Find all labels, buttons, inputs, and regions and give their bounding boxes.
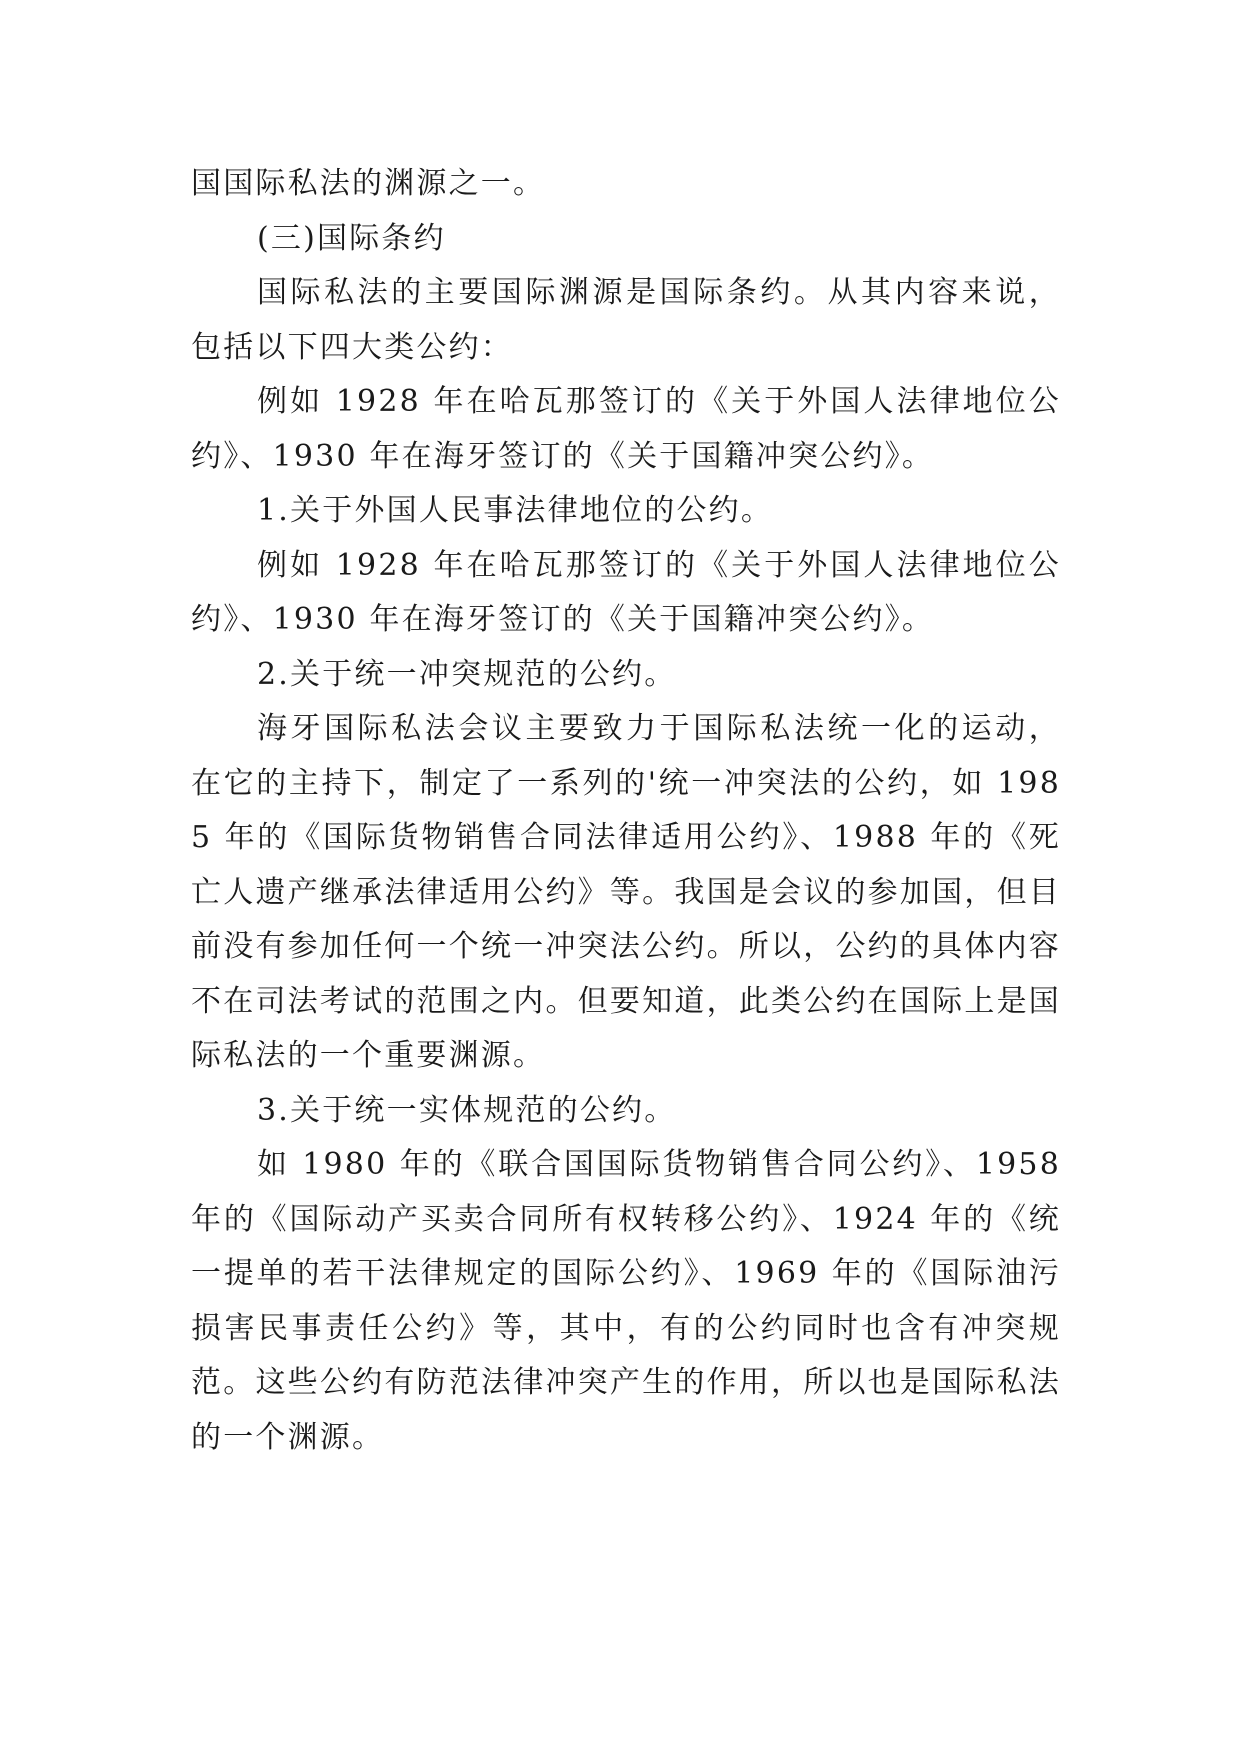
list-item-heading-3: 3.关于统一实体规范的公约。 [257, 1092, 677, 1128]
paragraph-hague-conference: 海牙国际私法会议主要致力于国际私法统一化的运动，在它的主持下，制定了一系列的'统一冲突法的公约，如 1985 年的《国际货物销售合同法律适用公约》、1988 年的《死亡人遗产继承法律适用公约》等。我国是会议的参加国，但目前没有参加任何一个统一冲突法公约。所以，公约的具体内容不在司法考试的范围之内。但要知道，此类公约在国际上是国际私法的一个重要渊源。 [191, 711, 1061, 1073]
list-item-heading-1: 1.关于外国人民事法律地位的公约。 [257, 493, 774, 528]
paragraph-example-1: 例如 1928 年在哈瓦那签订的《关于外国人法律地位公约》、1930 年在海牙签订的《关于国籍冲突公约》。 [191, 384, 1061, 474]
paragraph-treaty-overview: 国际私法的主要国际渊源是国际条约。从其内容来说，包括以下四大类公约： [191, 275, 1061, 365]
document-body [191, 157, 1061, 1465]
section-heading-international-treaties: (三)国际条约 [257, 220, 446, 256]
paragraph-example-2: 例如 1928 年在哈瓦那签订的《关于外国人法律地位公约》、1930 年在海牙签订的《关于国籍冲突公约》。 [191, 547, 1061, 637]
paragraph-intro-tail: 国国际私法的渊源之一。 [191, 166, 546, 201]
paragraph-substantive-conventions: 如 1980 年的《联合国国际货物销售合同公约》、1958 年的《国际动产买卖合同所有权转移公约》、1924 年的《统一提单的若干法律规定的国际公约》、1969 年的《国际油污损害民事责任公约》等，其中，有的公约同时也含有冲突规范。这些公约有防范法律冲突产生的作用，所以也是国际私法的一个渊源。 [191, 1147, 1061, 1455]
list-item-heading-2: 2.关于统一冲突规范的公约。 [257, 656, 677, 692]
